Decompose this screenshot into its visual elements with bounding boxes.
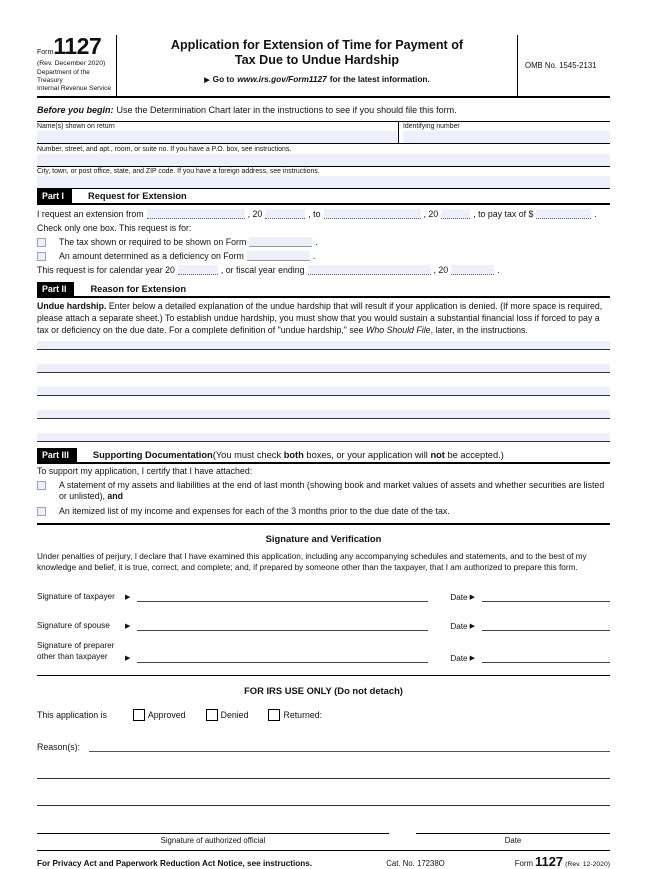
tax-shown-checkbox[interactable] [37,238,46,247]
explanation-line[interactable] [37,364,610,373]
form-title-line2: Tax Due to Undue Hardship [234,52,400,67]
part2-title: Reason for Extension [90,284,187,295]
irs-use-only-heading: FOR IRS USE ONLY (Do not detach) [244,684,403,696]
extension-to-year-input[interactable] [441,209,470,219]
part3-tag: Part III [37,448,77,462]
part1-title: Request for Extension [88,191,187,202]
approved-checkbox[interactable] [133,709,145,721]
part3-title: Supporting Documentation [92,449,213,460]
part3-header-bar [37,448,610,464]
city-input[interactable] [37,176,610,188]
tax-amount-input[interactable] [536,209,591,219]
preparer-signature-label: Signature of preparer other than taxpayer [37,641,115,662]
reasons-extra-line[interactable] [37,779,610,806]
street-input[interactable] [37,154,610,166]
arrow-icon: ▶ [469,623,475,631]
authorized-official-date-label: Date [416,833,610,845]
calendar-year-input[interactable] [178,265,218,275]
goto-text-post: for the latest information. [329,73,430,84]
deficiency-label: An amount determined as a deficiency on Form [59,251,244,262]
street-label: Number, street, and apt., room, or suite no. If you have a P.O. box, see instructions. [37,145,292,153]
arrow-icon: ▶ [125,594,131,602]
taxpayer-signature-line[interactable] [137,590,428,602]
itemized-list-label: An itemized list of my income and expenses for each of the 3 months prior to the due date of the tax. [59,505,450,516]
part2-header-bar [37,282,610,298]
irs-url-link[interactable]: www.irs.gov/Form1127 [237,73,327,84]
deficiency-checkbox[interactable] [37,252,46,261]
assets-statement-checkbox[interactable] [37,481,46,490]
fiscal-year-input[interactable] [451,265,494,275]
street-row [37,144,610,167]
extension-from-date-input[interactable] [147,209,245,219]
form-word: Form [37,49,54,56]
reasons-line[interactable] [89,740,610,752]
part2-tag: Part II [37,282,74,296]
undue-hardship-paragraph: Undue hardship. Enter below a detailed explanation of the undue hardship that will result if your application is denied. (If more space is required, please attach a separate sheet.) To establish undue hardship, you must show that you would sustain a substantial financial loss if forced to pay a tax or deficiency on the due date. For a complete definition of "undue hardship," see Who Should File, later, in the instructions. [37,301,603,335]
perjury-statement: Under penalties of perjury, I declare that I have examined this application, including any accompanying schedules and statements, and to the best of my knowledge and belief, it is true, correct, and complete; and, if prepared by someone other than the taxpayer, that I am authorized to prepare this form. [37,552,587,573]
assets-statement-label: A statement of my assets and liabilities at the end of last month (showing book and market values of assets and whether securities are listed or unlisted), and [59,479,605,501]
irs-name: Internal Revenue Service [37,85,112,93]
approved-label: Approved [147,709,186,720]
extension-from-label: I request an extension from [37,209,144,220]
form-number: 1127 [53,33,102,59]
denied-checkbox[interactable] [206,709,218,721]
arrow-icon: ▶ [469,654,475,662]
extension-to-date-input[interactable] [324,209,421,219]
fiscal-year-ending-input[interactable] [308,265,431,275]
section-rule [37,675,610,676]
part1-content: I request an extension from , 20 , to , 20 , to pay tax of $ . Check only one box. This request is for: The tax shown or required to be shown on Form . An amount determined as a deficiency on Form . This request is for calendar year 20 , or fiscal year ending , 20 . [37,209,597,276]
explanation-line[interactable] [37,341,610,350]
extension-from-year-input[interactable] [265,209,305,219]
city-label: City, town, or post office, state, and ZIP code. If you have a foreign address, see instructions. [37,168,320,176]
catalog-number: Cat. No. 17238O [386,858,445,868]
part1-tag: Part I [37,189,72,203]
taxpayer-date-line[interactable] [482,590,610,602]
form-id-block [37,35,117,96]
date-label: Date [450,622,468,632]
part3-note: (You must check both boxes, or your application will not be accepted.) [212,449,504,460]
authorized-official-row [37,833,610,845]
arrow-icon: ▶ [125,623,131,631]
explanation-line[interactable] [37,387,610,396]
name-input[interactable] [37,131,398,143]
omb-number: OMB No. 1545-2131 [525,60,597,70]
taxpayer-signature-label: Signature of taxpayer [37,591,115,601]
denied-label: Denied [220,709,249,720]
footer-form-id: Form 1127 (Rev. 12-2020) [514,853,610,869]
preparer-date-line[interactable] [482,651,610,663]
tax-shown-label: The tax shown or required to be shown on Form [59,237,247,248]
arrow-icon: ▶ [204,76,210,84]
reasons-label: Reason(s): [37,741,81,752]
form-title-block [117,35,518,96]
authorized-official-signature-label: Signature of authorized official [37,833,389,845]
tax-shown-form-input[interactable] [249,237,312,247]
goto-text: Go to [212,73,235,84]
application-status-row [37,709,610,721]
explanation-line[interactable] [37,433,610,442]
itemized-list-checkbox[interactable] [37,507,46,516]
name-id-row [37,122,610,145]
deficiency-form-input[interactable] [247,251,310,261]
date-label: Date [450,593,468,603]
identifying-number-input[interactable] [403,131,610,143]
taxpayer-identity-block [37,121,610,190]
spouse-date-line[interactable] [482,619,610,631]
calendar-year-label: This request is for calendar year 20 [37,265,175,276]
date-label: Date [450,653,468,663]
check-one-box-instruction: Check only one box. This request is for: [37,223,192,234]
city-row [37,167,610,190]
arrow-icon: ▶ [125,654,131,662]
returned-checkbox[interactable] [268,709,280,721]
returned-label: Returned: [283,709,323,720]
part1-header-bar [37,189,610,205]
spouse-signature-label: Signature of spouse [37,620,110,630]
application-is-label: This application is [37,709,107,720]
dept-treasury: Department of the Treasury [37,69,90,85]
name-label: Name(s) shown on return [37,123,115,131]
preparer-signature-line[interactable] [137,651,428,663]
before-you-begin-note: Before you begin: Use the Determination Chart later in the instructions to see if you should file this form. [37,104,457,115]
form-footer [37,850,610,869]
double-rule [37,523,610,525]
form-header [37,35,610,98]
form-title-line1: Application for Extension of Time for Payment of [170,38,464,52]
part3-intro: To support my application, I certify that I have attached: [37,466,253,477]
spouse-signature-line[interactable] [137,619,428,631]
explanation-line[interactable] [37,410,610,419]
signature-verification-heading: Signature and Verification [265,533,382,545]
reasons-extra-line[interactable] [37,752,610,779]
identifying-number-label: Identifying number [403,123,460,131]
arrow-icon: ▶ [469,594,475,602]
privacy-act-notice: For Privacy Act and Paperwork Reduction Act Notice, see instructions. [37,858,313,868]
form-revision: (Rev. December 2020) [37,60,106,67]
